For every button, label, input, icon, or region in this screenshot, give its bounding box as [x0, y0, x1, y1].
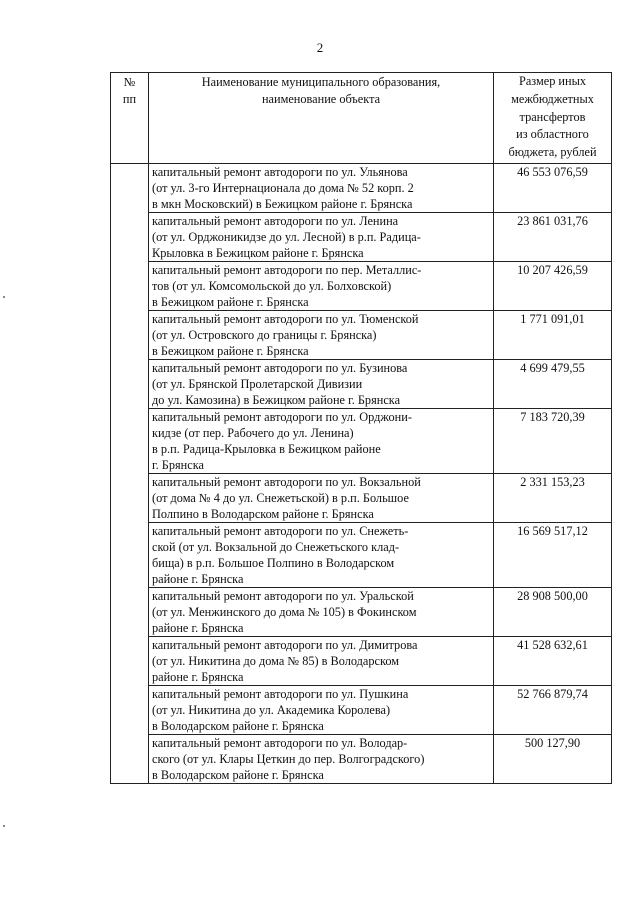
amount-cell: 2 331 153,23: [494, 473, 612, 522]
object-name-line: капитальный ремонт автодороги по ул. Бузинова: [152, 360, 408, 375]
object-name-line: тов (от ул. Комсомольской до ул. Болховской): [152, 278, 392, 293]
header-number-line: №: [123, 75, 136, 89]
table-row: [111, 685, 612, 734]
object-name-line: районе г. Брянска: [152, 620, 244, 635]
object-name-line: капитальный ремонт автодороги по ул. Пушкина: [152, 686, 409, 701]
amount-cell: 41 528 632,61: [494, 636, 612, 685]
object-name-line: капитальный ремонт автодороги по ул. Димитрова: [152, 637, 418, 652]
object-name-line: районе г. Брянска: [152, 669, 244, 684]
table-row: [111, 408, 612, 473]
object-name-line: кидзе (от пер. Рабочего до ул. Ленина): [152, 425, 354, 440]
object-name-line: (от ул. Никитина до дома № 85) в Володарском: [152, 653, 400, 668]
object-name-line: в р.п. Радица-Крыловка в Бежицком районе: [152, 441, 381, 456]
amount-cell: 46 553 076,59: [494, 163, 612, 212]
amount-cell: 500 127,90: [494, 734, 612, 783]
object-name-line: в Володарском районе г. Брянска: [152, 767, 324, 782]
object-name-cell: [149, 163, 494, 212]
object-name-cell: [149, 212, 494, 261]
object-name-line: (от ул. Островского до границы г. Брянска): [152, 327, 377, 342]
object-name-cell: [149, 587, 494, 636]
table-header-row: [111, 73, 612, 164]
margin-mark: [3, 296, 5, 298]
object-name-line: в Бежицком районе г. Брянска: [152, 343, 309, 358]
object-name-line: капитальный ремонт автодороги по ул. Вокзальной: [152, 474, 421, 489]
amount-cell: 10 207 426,59: [494, 261, 612, 310]
object-name-cell: [149, 522, 494, 587]
header-amount-line: межбюджетных: [511, 91, 594, 106]
amount-cell: 1 771 091,01: [494, 310, 612, 359]
header-name-line: наименование объекта: [261, 92, 381, 106]
object-name-line: капитальный ремонт автодороги по ул. Ульянова: [152, 164, 408, 179]
object-name-line: (от ул. Брянской Пролетарской Дивизии: [152, 376, 363, 391]
object-name-cell: [149, 359, 494, 408]
object-name-line: капитальный ремонт автодороги по ул. Тюменской: [152, 311, 419, 326]
table-row: [111, 522, 612, 587]
table-row: [111, 473, 612, 522]
header-number-cell: [111, 73, 149, 164]
object-name-line: ского (от ул. Клары Цеткин до пер. Волгоградского): [152, 751, 425, 766]
object-name-line: капитальный ремонт автодороги по ул. Снежеть-: [152, 523, 409, 538]
table-row: [111, 734, 612, 783]
header-amount-line: Размер иных: [518, 74, 586, 88]
amount-cell: 16 569 517,12: [494, 522, 612, 587]
object-name-line: Полпино в Володарском районе г. Брянска: [152, 506, 374, 521]
header-amount-line: из областного: [516, 127, 589, 142]
table-row: [111, 261, 612, 310]
object-name-line: капитальный ремонт автодороги по ул. Володар-: [152, 735, 408, 750]
object-name-line: (от ул. 3-го Интернационала до дома № 52 корп. 2: [152, 180, 414, 195]
amount-cell: 52 766 879,74: [494, 685, 612, 734]
object-name-cell: [149, 310, 494, 359]
object-name-cell: [149, 636, 494, 685]
amount-cell: 23 861 031,76: [494, 212, 612, 261]
object-name-line: (от ул. Орджоникидзе до ул. Лесной) в р.п. Радица-: [152, 229, 421, 244]
table-row: [111, 636, 612, 685]
object-name-line: (от дома № 4 до ул. Снежетьской) в р.п. Большое: [152, 490, 409, 505]
object-name-line: капитальный ремонт автодороги по ул. Ленина: [152, 213, 399, 228]
object-name-line: бища) в р.п. Большое Полпино в Володарском: [152, 555, 395, 570]
table-row: [111, 163, 612, 212]
object-name-line: капитальный ремонт автодороги по пер. Металлис-: [152, 262, 422, 277]
header-number-line: пп: [122, 92, 137, 106]
object-name-cell: [149, 473, 494, 522]
table-row: [111, 212, 612, 261]
table-row: [111, 587, 612, 636]
header-name-cell: [149, 73, 494, 164]
row-number-cell: [111, 163, 149, 783]
object-name-line: (от ул. Никитина до ул. Академика Королева): [152, 702, 391, 717]
object-name-cell: [149, 685, 494, 734]
page-number: 2: [316, 40, 324, 55]
header-name-line: Наименование муниципального образования,: [201, 75, 441, 89]
object-name-line: в Володарском районе г. Брянска: [152, 718, 324, 733]
object-name-cell: [149, 261, 494, 310]
object-name-line: ской (от ул. Вокзальной до Снежетьского клад-: [152, 539, 400, 554]
header-amount-line: трансфертов: [519, 109, 586, 124]
object-name-line: в мкн Московский) в Бежицком районе г. Брянска: [152, 196, 413, 211]
margin-mark: [3, 825, 5, 827]
header-amount-line: бюджета, рублей: [508, 145, 597, 160]
object-name-line: г. Брянска: [152, 457, 204, 472]
transfers-table: [110, 72, 612, 784]
object-name-line: Крыловка в Бежицком районе г. Брянска: [152, 245, 364, 260]
amount-cell: 28 908 500,00: [494, 587, 612, 636]
object-name-line: районе г. Брянска: [152, 571, 244, 586]
table-row: [111, 310, 612, 359]
object-name-line: до ул. Камозина) в Бежицком районе г. Брянска: [152, 392, 401, 407]
table-row: [111, 359, 612, 408]
object-name-line: капитальный ремонт автодороги по ул. Орджони-: [152, 409, 412, 424]
header-amount-cell: [494, 73, 612, 164]
object-name-line: капитальный ремонт автодороги по ул. Уральской: [152, 588, 414, 603]
object-name-line: (от ул. Менжинского до дома № 105) в Фокинском: [152, 604, 417, 619]
object-name-cell: [149, 408, 494, 473]
amount-cell: 7 183 720,39: [494, 408, 612, 473]
object-name-cell: [149, 734, 494, 783]
amount-cell: 4 699 479,55: [494, 359, 612, 408]
object-name-line: в Бежицком районе г. Брянска: [152, 294, 309, 309]
